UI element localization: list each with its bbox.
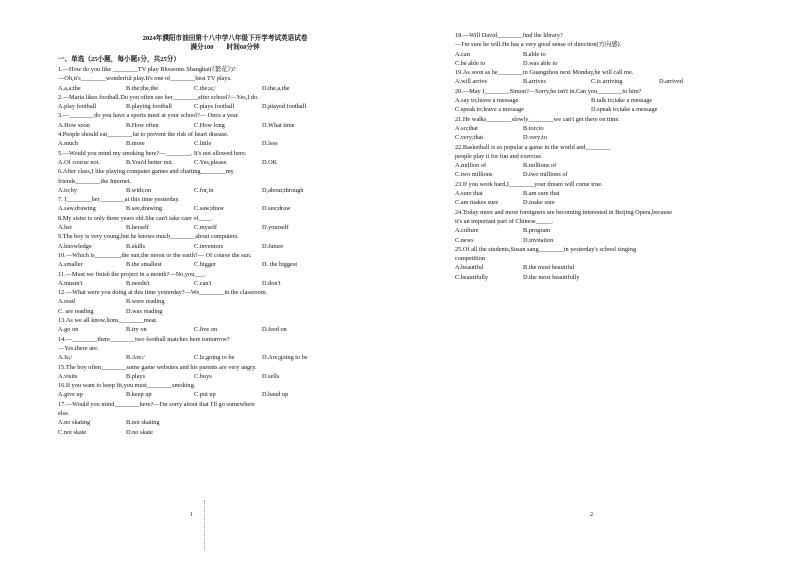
answer-option: B.the smallest <box>126 261 162 269</box>
answer-option: C.for,in <box>194 186 214 194</box>
answer-option <box>659 105 727 114</box>
answer-option: D.played football <box>262 103 307 111</box>
answer-option: D. the biggest <box>262 261 298 269</box>
question-block <box>455 236 727 245</box>
question-text: 21.He walks________slowly________we can't get there on time. <box>455 115 620 123</box>
answer-option <box>194 418 262 427</box>
answer-option: D.Are;going to be <box>262 354 308 362</box>
answer-option <box>591 198 659 207</box>
answer-option <box>659 50 727 59</box>
answer-option <box>194 307 262 316</box>
question-text: 10.—Which is________,the sun,the moon or the earth?— Of course the sun. <box>58 251 252 259</box>
answer-option: A.to;by <box>58 186 78 194</box>
answer-option: D.feed on <box>262 326 287 334</box>
answer-option <box>659 161 727 170</box>
question-block <box>58 335 330 363</box>
option-row <box>455 198 727 207</box>
answer-option: C.little <box>194 140 212 148</box>
option-row <box>58 307 330 316</box>
question-text: —Yes.there are. <box>58 344 99 352</box>
answer-option: A.mustn't <box>58 279 83 287</box>
option-row <box>455 273 727 282</box>
answer-option: A.a,a;the <box>58 84 81 92</box>
answer-option: C.beautifully <box>455 273 489 281</box>
option-row <box>455 189 727 198</box>
answer-option: C.live on <box>194 326 218 334</box>
answer-option <box>591 59 659 68</box>
option-row <box>58 223 330 232</box>
answer-option: D.yourself <box>262 224 289 232</box>
answer-option: B.not skating <box>126 419 160 427</box>
option-row <box>58 186 330 195</box>
answer-option: D.make sure <box>523 199 555 207</box>
answer-option <box>659 189 727 198</box>
answer-option: B.talk to;take a message <box>591 97 653 105</box>
answer-option <box>262 307 330 316</box>
answer-option: C.saw;draw <box>194 205 224 213</box>
option-row <box>455 236 727 245</box>
option-row <box>58 325 330 334</box>
answer-option: B.the;the,the <box>126 84 159 92</box>
answer-option: B.playing football <box>126 103 172 111</box>
answer-option: B.skills <box>126 242 146 250</box>
answer-option: D.arrived <box>659 78 683 86</box>
answer-option: D.see;draw <box>262 205 291 213</box>
answer-option: A.go on <box>58 326 79 334</box>
question-block <box>58 65 330 93</box>
answer-option <box>659 236 727 245</box>
question-block <box>455 133 727 142</box>
answer-option: A.Of course not. <box>58 158 100 166</box>
answer-option: B.plays <box>126 372 146 380</box>
question-text: 4.People should eat________fat to prevent the risk of heart disease. <box>58 131 229 139</box>
question-block <box>58 167 330 195</box>
answer-option <box>591 50 659 59</box>
answer-option <box>659 96 727 105</box>
answer-option <box>591 161 659 170</box>
answer-option: D.future <box>262 242 284 250</box>
answer-option: D.hand up <box>262 391 289 399</box>
answer-option: C.put up <box>194 391 216 399</box>
question-text: 7. I________her________at this time yesterday. <box>58 196 180 204</box>
question-text: 5.—Would you mind my smoking here?—________. It's not allowed here. <box>58 149 247 157</box>
answer-option <box>591 124 659 133</box>
question-block <box>58 111 330 130</box>
answer-option <box>194 428 262 437</box>
question-block <box>58 214 330 233</box>
answer-option: C.How long <box>194 121 225 129</box>
answer-option: A.say to;leave a message <box>455 97 519 105</box>
option-row <box>58 204 330 213</box>
question-block <box>455 170 727 179</box>
question-block <box>58 381 330 400</box>
answer-option: A.Is;/ <box>58 354 73 362</box>
answer-option: A.can <box>455 50 470 58</box>
answer-option: C.myself <box>194 224 217 232</box>
answer-option: B.program <box>523 227 551 235</box>
answer-option: A.read <box>58 298 75 306</box>
answer-option <box>659 263 727 272</box>
option-row <box>58 139 330 148</box>
question-text: 15.The boy often________some game websites and his parents are very angry. <box>58 363 257 371</box>
answer-option: D.the,a,the <box>262 84 290 92</box>
option-row <box>455 59 727 68</box>
question-text: else. <box>58 409 70 417</box>
answer-option: A.visits <box>58 372 78 380</box>
answer-option: D.the most beautifully <box>523 273 580 281</box>
right-question-list <box>455 31 727 282</box>
answer-option: B.herself <box>126 224 149 232</box>
option-row <box>58 297 330 306</box>
question-text: —Oh,it's________wonderful play.It's one of________best TV plays. <box>58 75 232 83</box>
question-block <box>455 115 727 134</box>
answer-option: A.play football <box>58 103 97 111</box>
page-divider-dots <box>204 500 208 550</box>
answer-option: D.speak to;take a message <box>591 106 658 114</box>
question-block <box>58 428 330 437</box>
question-text: 12.—What were you doing at this time yesterday?—We________in the classroom. <box>58 289 268 297</box>
answer-option: B.see,drawing <box>126 205 163 213</box>
question-text: 3.—________do you have a sports meet at your school?— Once a year. <box>58 112 239 120</box>
answer-option: C.be able to <box>455 59 486 67</box>
answer-option <box>659 124 727 133</box>
answer-option <box>659 133 727 142</box>
answer-option: B.keep up <box>126 391 152 399</box>
question-text: 14.—________there________two football matches here tomorrow? <box>58 335 230 343</box>
section-heading: 一、单选（25小题，每小题1分，共25分） <box>58 56 180 63</box>
question-text: 18.—Will David________find the library? <box>455 32 563 39</box>
answer-option <box>262 428 330 437</box>
question-text: 25.Of all the students,Susan sang________in yesterday's school singing <box>455 245 637 253</box>
answer-option: D.sells <box>262 372 280 380</box>
answer-option: C.buys <box>194 372 212 380</box>
answer-option: A.knowledge <box>58 242 92 250</box>
answer-option: C. are reading <box>58 307 94 315</box>
answer-option: D.What time <box>262 121 295 129</box>
answer-option: B.needn't <box>126 279 150 287</box>
answer-option: A.no skating <box>58 419 91 427</box>
option-row <box>58 353 330 362</box>
answer-option: D.invitation <box>523 236 554 244</box>
option-row <box>58 242 330 251</box>
answer-option: C.Yes,please. <box>194 158 228 166</box>
answer-option <box>591 133 659 142</box>
answer-option <box>659 170 727 179</box>
question-block <box>455 208 727 236</box>
answer-option <box>659 226 727 235</box>
answer-option <box>591 273 659 282</box>
question-block <box>455 180 727 199</box>
answer-option <box>591 170 659 179</box>
answer-option: B.How often <box>126 121 159 129</box>
question-text: 22.Basketball is so popular a game in the world and________ <box>455 143 611 151</box>
answer-option <box>194 297 262 306</box>
question-text: people play it for fun and exercise. <box>455 152 543 160</box>
answer-option: C.the;a;/ <box>194 84 216 92</box>
question-text: —I'm sure he will.He has a very good sense of direction(方向感). <box>455 41 622 49</box>
answer-option: A.smaller <box>58 261 83 269</box>
answer-option: A.How soon <box>58 121 90 129</box>
question-block <box>455 105 727 114</box>
option-row <box>58 84 330 93</box>
answer-option: D.very;to <box>523 134 547 142</box>
answer-option: D.don't <box>262 279 281 287</box>
question-block <box>58 307 330 316</box>
option-row <box>58 390 330 399</box>
question-block <box>455 198 727 207</box>
answer-option: A.beautiful <box>455 264 484 272</box>
answer-option: B.able to <box>523 50 546 58</box>
question-block <box>58 363 330 382</box>
answer-option <box>591 189 659 198</box>
question-text: 11.—Must we finish the project in a month?—No,you___. <box>58 270 206 278</box>
answer-option: D.two millions of <box>523 171 568 179</box>
answer-option: A.her <box>58 224 73 232</box>
option-row <box>58 121 330 130</box>
exam-subtitle: 满分100 时间60分钟 <box>190 44 260 51</box>
question-block <box>455 59 727 68</box>
question-block <box>455 273 727 282</box>
answer-option <box>591 226 659 235</box>
question-block <box>455 143 727 171</box>
answer-option: A.sure that <box>455 190 483 198</box>
option-row <box>455 161 727 170</box>
answer-option <box>262 297 330 306</box>
answer-option: C.inventors <box>194 242 224 250</box>
answer-option <box>659 273 727 282</box>
answer-option: D.no skate <box>126 428 153 436</box>
question-text: friends________the Internet. <box>58 177 132 185</box>
answer-option: D.less <box>262 140 278 148</box>
option-row <box>58 372 330 381</box>
answer-option <box>523 96 591 105</box>
question-text: 13.As we all know,lions________meat. <box>58 317 158 325</box>
answer-option: D,about;through <box>262 186 304 194</box>
answer-option: B.the most beautiful <box>523 264 575 272</box>
question-block <box>58 149 330 168</box>
option-row <box>58 260 330 269</box>
question-block <box>58 93 330 112</box>
option-row <box>455 77 727 86</box>
option-row <box>455 226 727 235</box>
answer-option: B.with;on <box>126 186 152 194</box>
question-block <box>455 245 727 273</box>
option-row <box>455 263 727 272</box>
answer-option: C.can't <box>194 279 212 287</box>
answer-option: B.were reading <box>126 298 165 306</box>
option-row <box>455 133 727 142</box>
answer-option: C.news <box>455 236 474 244</box>
answer-option: C.bigger <box>194 261 216 269</box>
answer-option <box>591 236 659 245</box>
option-row <box>58 428 330 437</box>
question-text: it's an important part of Chinese_____. <box>455 217 554 225</box>
question-text: 24.Today more and more foreigners are becoming interested in Beijing Opera,because <box>455 208 673 216</box>
answer-option: A.million of <box>455 162 487 170</box>
option-row <box>58 279 330 288</box>
question-block <box>455 31 727 59</box>
answer-option: B.millions of <box>523 162 557 170</box>
answer-option: B.am sure that <box>523 190 560 198</box>
answer-option: B.Are;/ <box>126 354 145 362</box>
answer-option: A.so;that <box>455 124 478 132</box>
question-block <box>455 87 727 106</box>
answer-option: B.too;to <box>523 124 544 132</box>
question-block <box>455 68 727 87</box>
answer-option: B.try on <box>126 326 147 334</box>
answer-option: C.very;that <box>455 134 484 142</box>
left-question-list <box>58 65 330 437</box>
question-block <box>58 232 330 251</box>
question-text: 16.If you want to keep fit,you must________smoking. <box>58 382 196 390</box>
question-text: 6.After class,I like playing computer games and chatting________my <box>58 168 234 176</box>
question-block <box>58 400 330 428</box>
question-text: competition <box>455 255 486 263</box>
option-row <box>58 102 330 111</box>
page-number-right: 2 <box>590 512 593 518</box>
answer-option: C.plays football <box>194 103 235 111</box>
option-row <box>455 96 727 105</box>
question-text: 2.—Maria likes football.Do you often see her________after school?—Yes,I do. <box>58 93 259 101</box>
question-block <box>58 251 330 270</box>
question-block <box>58 316 330 335</box>
answer-option: A.saw.drawing <box>58 205 96 213</box>
answer-option: C.two millions <box>455 171 493 179</box>
answer-option <box>591 263 659 272</box>
question-text: 23.If you work hard,I________your dream will come true. <box>455 180 603 188</box>
question-text: 9.The boy is very young,but he knows much________about computers. <box>58 233 239 241</box>
option-row <box>455 170 727 179</box>
answer-option: D.was able to <box>523 59 558 67</box>
option-row <box>58 158 330 167</box>
answer-option: C.not skate <box>58 428 87 436</box>
answer-option: C.speak to;leave a message <box>455 106 524 114</box>
answer-option: A.give up <box>58 391 83 399</box>
question-text: 17.—Would you mind________here?—I'm sorry about that I'll go somewhere <box>58 400 256 408</box>
answer-option: C.Is;going to be <box>194 354 235 362</box>
answer-option: A.culture <box>455 227 479 235</box>
answer-option: D.was reading <box>126 307 163 315</box>
answer-option: D.OK <box>262 158 278 166</box>
answer-option <box>262 418 330 427</box>
answer-option <box>659 59 727 68</box>
question-block <box>58 288 330 307</box>
answer-option: A.much <box>58 140 79 148</box>
answer-option: B.arrives <box>523 78 546 86</box>
answer-option: A.will arrive <box>455 78 488 86</box>
answer-option: C.is arriving <box>591 78 623 86</box>
question-text: 19.As soon as he________in Guangzhou next Monday,he will call me. <box>455 69 634 77</box>
answer-option: B.You'd better not. <box>126 158 174 166</box>
question-text: 20.—May I________Simon?—Sorry,he isn't in.Can you________to him? <box>455 87 642 95</box>
option-row <box>455 50 727 59</box>
page-number-left: 1 <box>190 512 193 518</box>
answer-option: C.am makes sure <box>455 199 499 207</box>
option-row <box>455 105 727 114</box>
question-block <box>58 130 330 149</box>
exam-title: 2024年濮阳市油田第十八中学八年级下开学考试英语试卷 <box>142 35 308 42</box>
answer-option <box>523 105 591 114</box>
answer-option: B.more <box>126 140 145 148</box>
option-row <box>455 124 727 133</box>
question-text: 1.—How do you like ________TV play Blossoms Shanghai(《繁花》)? <box>58 66 236 73</box>
answer-option <box>659 198 727 207</box>
question-text: 8.My sister is only three years old.She can't take care of____. <box>58 214 213 222</box>
question-block <box>58 195 330 214</box>
question-block <box>58 270 330 289</box>
option-row <box>58 418 330 427</box>
